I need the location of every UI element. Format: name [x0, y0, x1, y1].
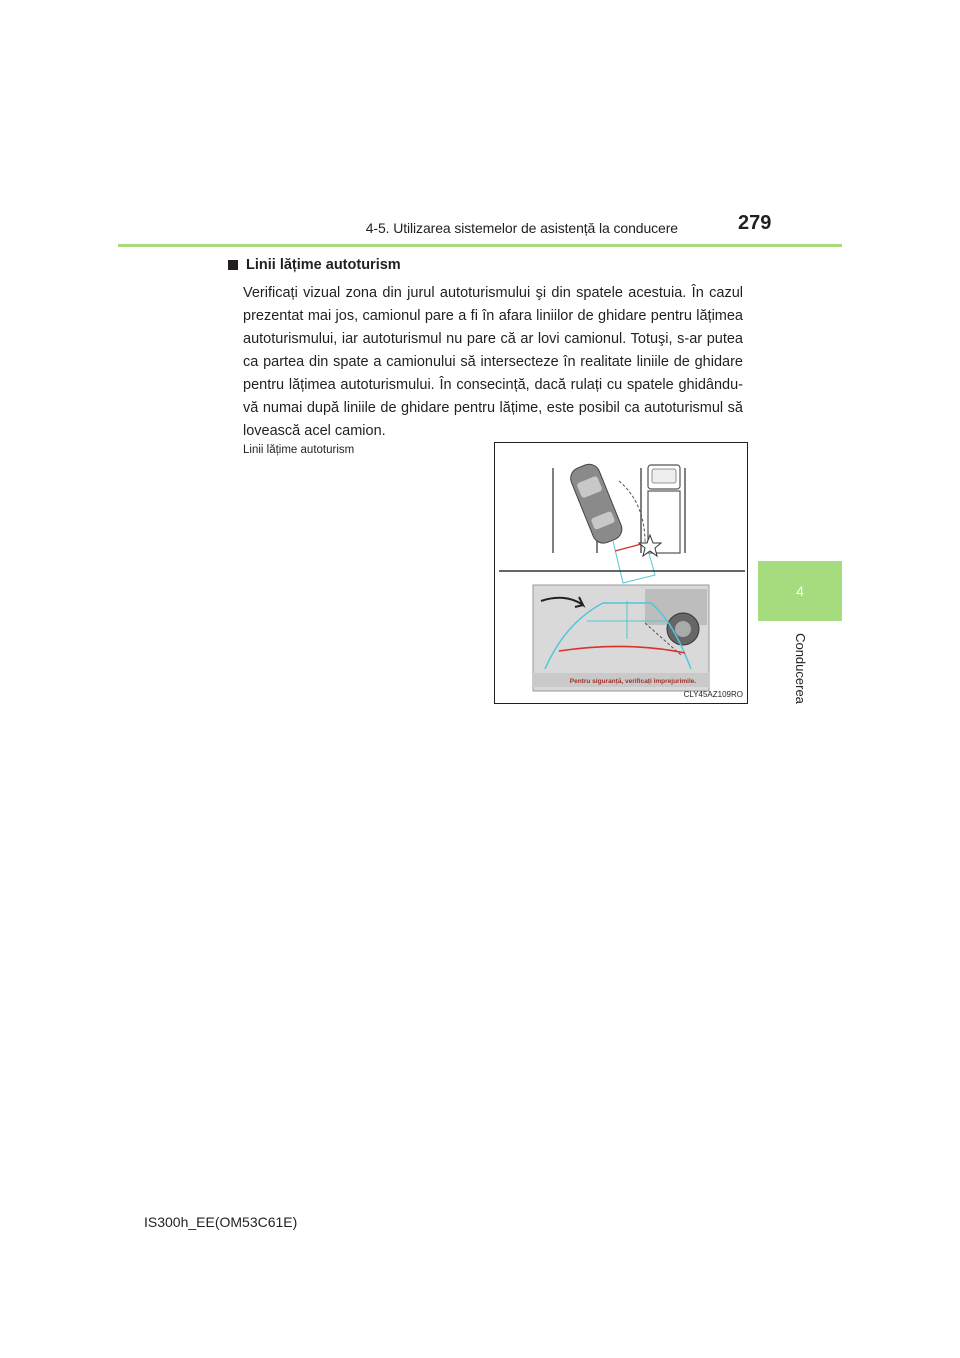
- section-heading: [228, 257, 401, 273]
- car-icon: [567, 461, 625, 546]
- chapter-number: 4: [796, 583, 804, 599]
- section-heading-text: Linii lățime autoturism: [246, 257, 401, 273]
- chapter-name: [760, 628, 840, 708]
- header-rule: [118, 244, 842, 247]
- illustration: [494, 442, 748, 704]
- screen-message: Pentru siguranță, verificați împrejurimile.: [569, 678, 697, 685]
- square-bullet-icon: [228, 260, 238, 270]
- chapter-name-label: Conducerea: [792, 632, 808, 704]
- footer-model-code: IS300h_EE(OM53C61E): [144, 1214, 298, 1230]
- page-number: 279: [738, 212, 772, 234]
- figure-code: CLY45AZ109RO: [683, 690, 743, 699]
- chapter-tab: [758, 561, 842, 621]
- parking-illustration: [495, 443, 747, 703]
- header-section-title: 4-5. Utilizarea sistemelor de asistență la conducere: [365, 220, 678, 236]
- figure-caption: Linii lățime autoturism: [243, 444, 355, 456]
- body-paragraph: Verificați vizual zona din jurul autoturismului şi din spatele acestuia. În cazul prezentat mai jos, camionul pare a fi în afara liniilor de ghidare pentru lățimea autoturismului, iar autoturismul nu pare că ar lovi camionul. Totuşi, s-ar putea ca partea din spate a camionului să intersecteze în realitate liniile de ghidare pentru lățimea autoturismului. În consecință, dacă rulați cu spatele ghidându-vă numai după liniile de ghidare pentru lățime, este posibil ca autoturismul să lovească acel camion.: [243, 285, 743, 439]
- truck-icon: [648, 465, 680, 553]
